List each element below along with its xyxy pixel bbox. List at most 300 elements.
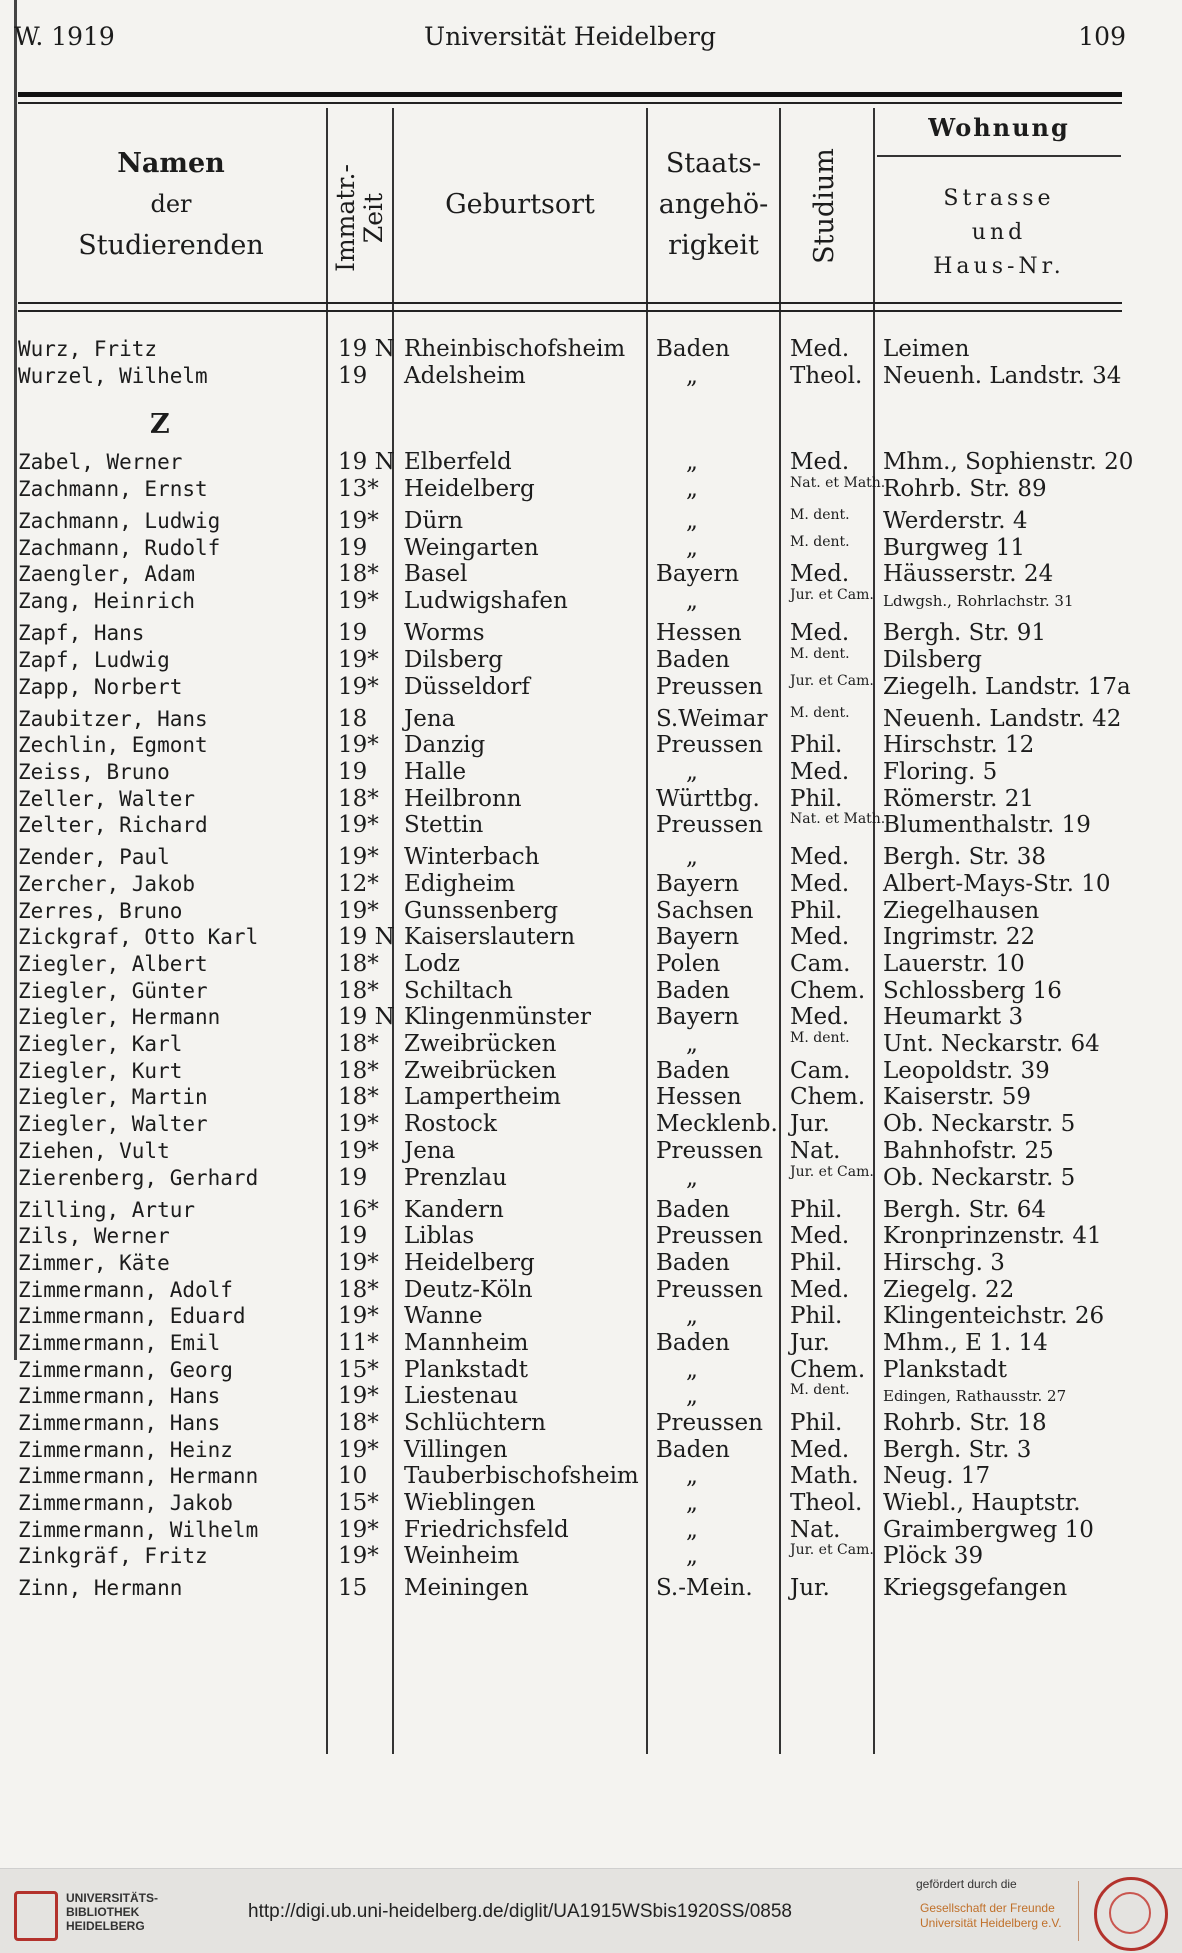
- student-name: Zaubitzer, Hans: [18, 706, 208, 731]
- field-of-study: Jur. et Cam.: [790, 587, 874, 604]
- immatr-zeit: 19: [338, 620, 368, 647]
- birthplace: Düsseldorf: [404, 673, 530, 700]
- table-row: [0, 1517, 1182, 1544]
- section-letter: Z: [150, 409, 170, 441]
- birthplace: Jena: [404, 1137, 456, 1164]
- table-row: [0, 561, 1182, 588]
- immatr-zeit: 19*: [338, 1137, 379, 1164]
- birthplace: Kandern: [404, 1196, 504, 1223]
- birthplace: Edigheim: [404, 870, 516, 897]
- address: Ldwgsh., Rohrlachstr. 31: [883, 592, 1074, 611]
- wohnung-rule: [877, 155, 1121, 157]
- header-rule: [18, 310, 1122, 312]
- birthplace: Prenzlau: [404, 1164, 507, 1191]
- address: Ziegelg. 22: [883, 1276, 1015, 1303]
- student-table: [0, 336, 1182, 1602]
- address: Bergh. Str. 3: [883, 1436, 1032, 1463]
- field-of-study: Jur. et Cam.: [790, 1163, 874, 1180]
- citizenship: Mecklenb.: [656, 1111, 778, 1138]
- address: Floring. 5: [883, 758, 998, 785]
- student-name: Zilling, Artur: [18, 1197, 196, 1222]
- field-of-study: Med.: [790, 1276, 850, 1303]
- address: Rohrb. Str. 89: [883, 476, 1047, 503]
- student-name: Zapp, Norbert: [18, 674, 183, 699]
- header-strasse-hausnr: Strasse und Haus-Nr.: [933, 186, 1065, 279]
- field-of-study: M. dent.: [790, 533, 850, 550]
- table-row: [0, 1111, 1182, 1138]
- address: Graimbergweg 10: [883, 1516, 1094, 1543]
- table-row: [0, 1084, 1182, 1111]
- citizenship: Preussen: [656, 812, 763, 839]
- citizenship: Preussen: [656, 1137, 763, 1164]
- birthplace: Weinheim: [404, 1543, 520, 1570]
- address: Lauerstr. 10: [883, 951, 1025, 977]
- sponsor-name: Gesellschaft der Freunde Universität Heidelberg e.V.: [920, 1901, 1062, 1930]
- table-row: [0, 620, 1182, 647]
- birthplace: Halle: [404, 758, 467, 785]
- citizenship: „: [686, 844, 698, 871]
- footer-divider: [1078, 1881, 1079, 1941]
- university-seal-icon: [1094, 1877, 1168, 1951]
- address: Hirschg. 3: [883, 1249, 1005, 1276]
- immatr-zeit: 19*: [338, 1383, 379, 1410]
- source-url-link[interactable]: http://digi.ub.uni-heidelberg.de/diglit/UA1915WSbis1920SS/0858: [248, 1901, 792, 1922]
- immatr-zeit: 19*: [338, 1249, 379, 1276]
- address: Heumarkt 3: [883, 1004, 1024, 1031]
- table-row: [0, 706, 1182, 733]
- birthplace: Deutz-Köln: [404, 1276, 533, 1303]
- field-of-study: M. dent.: [790, 645, 850, 662]
- student-name: Zils, Werner: [18, 1224, 170, 1249]
- field-of-study: Med.: [790, 1004, 850, 1031]
- address: Blumenthalstr. 19: [883, 812, 1091, 839]
- birthplace: Liblas: [404, 1223, 475, 1250]
- field-of-study: Nat. et Math.: [790, 811, 886, 828]
- address: Schlossberg 16: [883, 977, 1062, 1004]
- citizenship: „: [686, 449, 698, 476]
- address: Kaiserstr. 59: [883, 1084, 1032, 1111]
- immatr-zeit: 19*: [338, 812, 379, 839]
- address: Neuenh. Landstr. 42: [883, 705, 1122, 732]
- immatr-zeit: 18: [338, 705, 368, 732]
- field-of-study: Jur. et Cam.: [790, 672, 874, 689]
- student-name: Zachmann, Ernst: [18, 477, 208, 502]
- citizenship: Baden: [656, 977, 730, 1004]
- immatr-zeit: 18*: [338, 785, 379, 812]
- citizenship: Bayern: [656, 561, 740, 588]
- running-head-title: Universität Heidelberg: [424, 22, 716, 51]
- library-name: UNIVERSITÄTS- BIBLIOTHEK HEIDELBERG: [66, 1891, 159, 1933]
- table-row: [0, 1031, 1182, 1058]
- birthplace: Worms: [404, 620, 485, 647]
- table-row: [0, 871, 1182, 898]
- immatr-zeit: 18*: [338, 1084, 379, 1111]
- birthplace: Dilsberg: [404, 646, 504, 673]
- citizenship: „: [686, 1516, 698, 1543]
- student-name: Ziegler, Karl: [18, 1032, 183, 1057]
- table-row: [0, 336, 1182, 363]
- address: Kronprinzenstr. 41: [883, 1223, 1102, 1250]
- citizenship: Preussen: [656, 673, 763, 700]
- field-of-study: Med.: [790, 561, 850, 588]
- address: Bergh. Str. 64: [883, 1196, 1047, 1223]
- birthplace: Heilbronn: [404, 785, 522, 812]
- header-immatr-zeit: Immatr.- Zeit: [331, 164, 388, 272]
- immatr-zeit: 19*: [338, 1111, 379, 1138]
- field-of-study: Jur.: [790, 1575, 830, 1602]
- table-row: [0, 732, 1182, 759]
- table-row: [0, 1383, 1182, 1410]
- table-row: [0, 1575, 1182, 1602]
- student-name: Zimmermann, Wilhelm: [18, 1517, 259, 1542]
- table-row: [0, 1543, 1182, 1575]
- birthplace: Meiningen: [404, 1575, 529, 1602]
- field-of-study: Theol.: [790, 1490, 863, 1517]
- student-name: Wurz, Fritz: [18, 337, 158, 361]
- immatr-zeit: 19 N: [338, 924, 395, 951]
- birthplace: Friedrichsfeld: [404, 1516, 569, 1543]
- citizenship: Bayern: [656, 870, 740, 897]
- immatr-zeit: 19: [338, 1164, 368, 1191]
- citizenship: Baden: [656, 1249, 730, 1276]
- citizenship: Baden: [656, 1057, 730, 1084]
- field-of-study: Med.: [790, 620, 850, 647]
- table-row: [0, 1138, 1182, 1165]
- citizenship: Baden: [656, 1329, 730, 1356]
- table-row: [0, 588, 1182, 620]
- field-of-study: Phil.: [790, 785, 843, 812]
- immatr-zeit: 18*: [338, 561, 379, 588]
- field-of-study: Phil.: [790, 1196, 843, 1223]
- field-of-study: Math.: [790, 1463, 859, 1490]
- footer-bar: [0, 1868, 1182, 1953]
- table-row: [0, 1410, 1182, 1437]
- address: Hirschstr. 12: [883, 732, 1035, 759]
- citizenship: Preussen: [656, 1276, 763, 1303]
- field-of-study: Cam.: [790, 951, 851, 977]
- birthplace: Lampertheim: [404, 1084, 561, 1111]
- student-name: Zimmer, Käte: [18, 1250, 170, 1275]
- top-rule-heavy: [18, 92, 1122, 97]
- birthplace: Danzig: [404, 732, 486, 759]
- citizenship: „: [686, 1031, 698, 1058]
- field-of-study: Med.: [790, 924, 850, 951]
- student-name: Zapf, Ludwig: [18, 647, 170, 672]
- field-of-study: Jur.: [790, 1111, 830, 1138]
- address: Klingenteichstr. 26: [883, 1303, 1105, 1330]
- field-of-study: Nat.: [790, 1516, 841, 1543]
- birthplace: Winterbach: [404, 844, 540, 871]
- student-name: Zender, Paul: [18, 845, 170, 870]
- birthplace: Tauberbischofsheim: [404, 1463, 639, 1490]
- immatr-zeit: 19*: [338, 732, 379, 759]
- table-row: [0, 1437, 1182, 1464]
- birthplace: Rheinbischofsheim: [404, 336, 626, 362]
- table-row: [0, 951, 1182, 978]
- student-name: Ziegler, Walter: [18, 1112, 208, 1137]
- student-name: Zechlin, Egmont: [18, 733, 208, 758]
- field-of-study: Phil.: [790, 1410, 843, 1436]
- table-row: [0, 1357, 1182, 1384]
- field-of-study: Jur.: [790, 1329, 830, 1356]
- address: Plankstadt: [883, 1356, 1008, 1383]
- birthplace: Dürn: [404, 508, 464, 535]
- address: Neug. 17: [883, 1463, 991, 1490]
- field-of-study: Phil.: [790, 1249, 843, 1276]
- table-row: [0, 1250, 1182, 1277]
- student-name: Ziegler, Günter: [18, 978, 208, 1003]
- field-of-study: Med.: [790, 870, 850, 897]
- immatr-zeit: 19: [338, 362, 368, 389]
- student-name: Zimmermann, Hans: [18, 1384, 221, 1409]
- immatr-zeit: 19 N: [338, 1004, 395, 1031]
- table-row: [0, 1197, 1182, 1224]
- field-of-study: Med.: [790, 1223, 850, 1250]
- immatr-zeit: 18*: [338, 977, 379, 1004]
- table-row: [0, 978, 1182, 1005]
- student-name: Zimmermann, Georg: [18, 1357, 233, 1382]
- immatr-zeit: 15: [338, 1575, 368, 1602]
- citizenship: „: [686, 588, 698, 615]
- address: Plöck 39: [883, 1543, 984, 1570]
- student-name: Zinkgräf, Fritz: [18, 1544, 208, 1569]
- student-name: Zelter, Richard: [18, 813, 208, 838]
- immatr-zeit: 19: [338, 1223, 368, 1250]
- birthplace: Gunssenberg: [404, 897, 559, 924]
- field-of-study: Chem.: [790, 1356, 866, 1383]
- table-row: [0, 1277, 1182, 1304]
- address: Albert-Mays-Str. 10: [883, 870, 1111, 897]
- student-name: Zercher, Jakob: [18, 871, 196, 896]
- birthplace: Schlüchtern: [404, 1410, 546, 1436]
- immatr-zeit: 18*: [338, 1276, 379, 1303]
- table-row: [0, 535, 1182, 562]
- table-row: [0, 1463, 1182, 1490]
- birthplace: Lodz: [404, 951, 460, 977]
- student-name: Zimmermann, Emil: [18, 1330, 221, 1355]
- table-row: [0, 898, 1182, 925]
- birthplace: Zweibrücken: [404, 1031, 557, 1058]
- citizenship: „: [686, 1490, 698, 1517]
- top-rule-light: [18, 102, 1122, 104]
- citizenship: „: [686, 508, 698, 535]
- address: Ob. Neckarstr. 5: [883, 1111, 1076, 1138]
- sponsor-label: gefördert durch die: [916, 1877, 1017, 1891]
- table-row: [0, 674, 1182, 706]
- student-name: Zinn, Hermann: [18, 1576, 183, 1601]
- immatr-zeit: 19*: [338, 673, 379, 700]
- table-row: [0, 1223, 1182, 1250]
- birthplace: Plankstadt: [404, 1356, 529, 1383]
- field-of-study: Nat. et Math.: [790, 475, 886, 492]
- address: Mhm., Sophienstr. 20: [883, 449, 1134, 476]
- student-name: Wurzel, Wilhelm: [18, 363, 208, 388]
- citizenship: Bayern: [656, 924, 740, 951]
- birthplace: Schiltach: [404, 977, 513, 1004]
- address: Bergh. Str. 38: [883, 844, 1047, 871]
- immatr-zeit: 19 N: [338, 449, 395, 476]
- address: Römerstr. 21: [883, 785, 1034, 812]
- header-rule: [18, 302, 1122, 304]
- address: Edingen, Rathausstr. 27: [883, 1387, 1067, 1406]
- citizenship: S.-Mein.: [656, 1575, 753, 1602]
- citizenship: „: [686, 1303, 698, 1330]
- table-row: [0, 1303, 1182, 1330]
- immatr-zeit: 11*: [338, 1329, 379, 1356]
- address: Burgweg 11: [883, 534, 1026, 561]
- birthplace: Jena: [404, 705, 456, 732]
- student-name: Zachmann, Ludwig: [18, 509, 221, 534]
- address: Bahnhofstr. 25: [883, 1137, 1054, 1164]
- citizenship: „: [686, 1356, 698, 1383]
- birthplace: Liestenau: [404, 1383, 519, 1410]
- address: Unt. Neckarstr. 64: [883, 1031, 1100, 1058]
- table-row: [0, 1165, 1182, 1197]
- immatr-zeit: 15*: [338, 1490, 379, 1517]
- address: Ob. Neckarstr. 5: [883, 1164, 1076, 1191]
- table-row: [0, 363, 1182, 390]
- address: Häusserstr. 24: [883, 561, 1054, 588]
- address: Bergh. Str. 91: [883, 620, 1047, 647]
- field-of-study: Chem.: [790, 977, 866, 1004]
- student-name: Zimmermann, Hermann: [18, 1464, 259, 1489]
- student-name: Zimmermann, Adolf: [18, 1277, 233, 1302]
- student-name: Zimmermann, Jakob: [18, 1491, 233, 1516]
- birthplace: Stettin: [404, 812, 484, 839]
- table-row: [0, 1058, 1182, 1085]
- citizenship: „: [686, 476, 698, 503]
- citizenship: Preussen: [656, 1410, 763, 1436]
- birthplace: Kaiserslautern: [404, 924, 576, 951]
- field-of-study: Jur. et Cam.: [790, 1542, 874, 1559]
- citizenship: „: [686, 534, 698, 561]
- field-of-study: M. dent.: [790, 507, 850, 524]
- field-of-study: Phil.: [790, 1303, 843, 1330]
- field-of-study: M. dent.: [790, 1382, 850, 1399]
- header-wohnung: Wohnung: [928, 113, 1070, 142]
- birthplace: Wanne: [404, 1303, 483, 1330]
- immatr-zeit: 19*: [338, 588, 379, 615]
- field-of-study: Cam.: [790, 1057, 851, 1084]
- table-row: [0, 812, 1182, 844]
- table-row: [0, 1330, 1182, 1357]
- immatr-zeit: 19 N: [338, 336, 395, 362]
- address: Werderstr. 4: [883, 508, 1028, 535]
- birthplace: Klingenmünster: [404, 1004, 591, 1031]
- table-row: [0, 759, 1182, 786]
- citizenship: „: [686, 1463, 698, 1490]
- immatr-zeit: 15*: [338, 1356, 379, 1383]
- immatr-zeit: 18*: [338, 1410, 379, 1436]
- table-row: [0, 449, 1182, 476]
- birthplace: Mannheim: [404, 1329, 529, 1356]
- field-of-study: Med.: [790, 844, 850, 871]
- field-of-study: Med.: [790, 1436, 850, 1463]
- citizenship: Baden: [656, 646, 730, 673]
- student-name: Zimmermann, Heinz: [18, 1437, 233, 1462]
- birthplace: Basel: [404, 561, 468, 588]
- student-name: Zimmermann, Eduard: [18, 1304, 246, 1329]
- table-row: [0, 786, 1182, 813]
- page-number: 109: [1078, 22, 1126, 51]
- field-of-study: Chem.: [790, 1084, 866, 1111]
- citizenship: Hessen: [656, 1084, 742, 1111]
- address: Leopoldstr. 39: [883, 1057, 1050, 1084]
- student-name: Zeiss, Bruno: [18, 759, 170, 784]
- immatr-zeit: 19*: [338, 508, 379, 535]
- address: Wiebl., Hauptstr.: [883, 1490, 1081, 1517]
- birthplace: Ludwigshafen: [404, 588, 568, 615]
- citizenship: Baden: [656, 1196, 730, 1223]
- student-name: Ziehen, Vult: [18, 1138, 170, 1163]
- header-namen: Namen der Studierenden: [78, 148, 264, 261]
- field-of-study: Theol.: [790, 362, 863, 389]
- field-of-study: Phil.: [790, 897, 843, 924]
- student-name: Ziegler, Martin: [18, 1085, 208, 1110]
- student-name: Zeller, Walter: [18, 786, 196, 811]
- birthplace: Adelsheim: [404, 362, 526, 389]
- student-name: Zierenberg, Gerhard: [18, 1165, 259, 1190]
- table-row: [0, 508, 1182, 535]
- immatr-zeit: 12*: [338, 870, 379, 897]
- immatr-zeit: 19*: [338, 1303, 379, 1330]
- birthplace: Heidelberg: [404, 476, 535, 503]
- student-name: Zachmann, Rudolf: [18, 535, 221, 560]
- immatr-zeit: 19*: [338, 1543, 379, 1570]
- student-name: Zimmermann, Hans: [18, 1411, 221, 1435]
- citizenship: Bayern: [656, 1004, 740, 1031]
- immatr-zeit: 19*: [338, 844, 379, 871]
- immatr-zeit: 18*: [338, 951, 379, 977]
- field-of-study: Nat.: [790, 1137, 841, 1164]
- birthplace: Zweibrücken: [404, 1057, 557, 1084]
- citizenship: Baden: [656, 1436, 730, 1463]
- table-row: [0, 1490, 1182, 1517]
- header-studium: Studium: [809, 148, 840, 264]
- immatr-zeit: 19*: [338, 646, 379, 673]
- citizenship: Preussen: [656, 732, 763, 759]
- immatr-zeit: 19: [338, 534, 368, 561]
- birthplace: Villingen: [404, 1436, 508, 1463]
- address: Ziegelhausen: [883, 897, 1040, 924]
- running-head-left: W. 1919: [14, 22, 115, 51]
- citizenship: „: [686, 758, 698, 785]
- immatr-zeit: 13*: [338, 476, 379, 503]
- address: Kriegsgefangen: [883, 1575, 1068, 1602]
- student-name: Zaengler, Adam: [18, 562, 196, 587]
- table-row: [0, 476, 1182, 508]
- student-name: Zickgraf, Otto Karl: [18, 925, 259, 950]
- field-of-study: Med.: [790, 449, 850, 476]
- table-row: [0, 1004, 1182, 1031]
- running-head: [14, 22, 1126, 58]
- birthplace: Rostock: [404, 1111, 497, 1138]
- address: Dilsberg: [883, 646, 983, 673]
- table-row: [0, 924, 1182, 951]
- citizenship: „: [686, 362, 698, 389]
- student-name: Ziegler, Albert: [18, 952, 208, 976]
- citizenship: „: [686, 1543, 698, 1570]
- field-of-study: Phil.: [790, 732, 843, 759]
- table-row: [0, 647, 1182, 674]
- address: Mhm., E 1. 14: [883, 1329, 1048, 1356]
- birthplace: Elberfeld: [404, 449, 512, 476]
- immatr-zeit: 19*: [338, 897, 379, 924]
- immatr-zeit: 18*: [338, 1057, 379, 1084]
- citizenship: Baden: [656, 336, 730, 362]
- student-name: Zang, Heinrich: [18, 589, 196, 614]
- student-name: Zerres, Bruno: [18, 898, 183, 923]
